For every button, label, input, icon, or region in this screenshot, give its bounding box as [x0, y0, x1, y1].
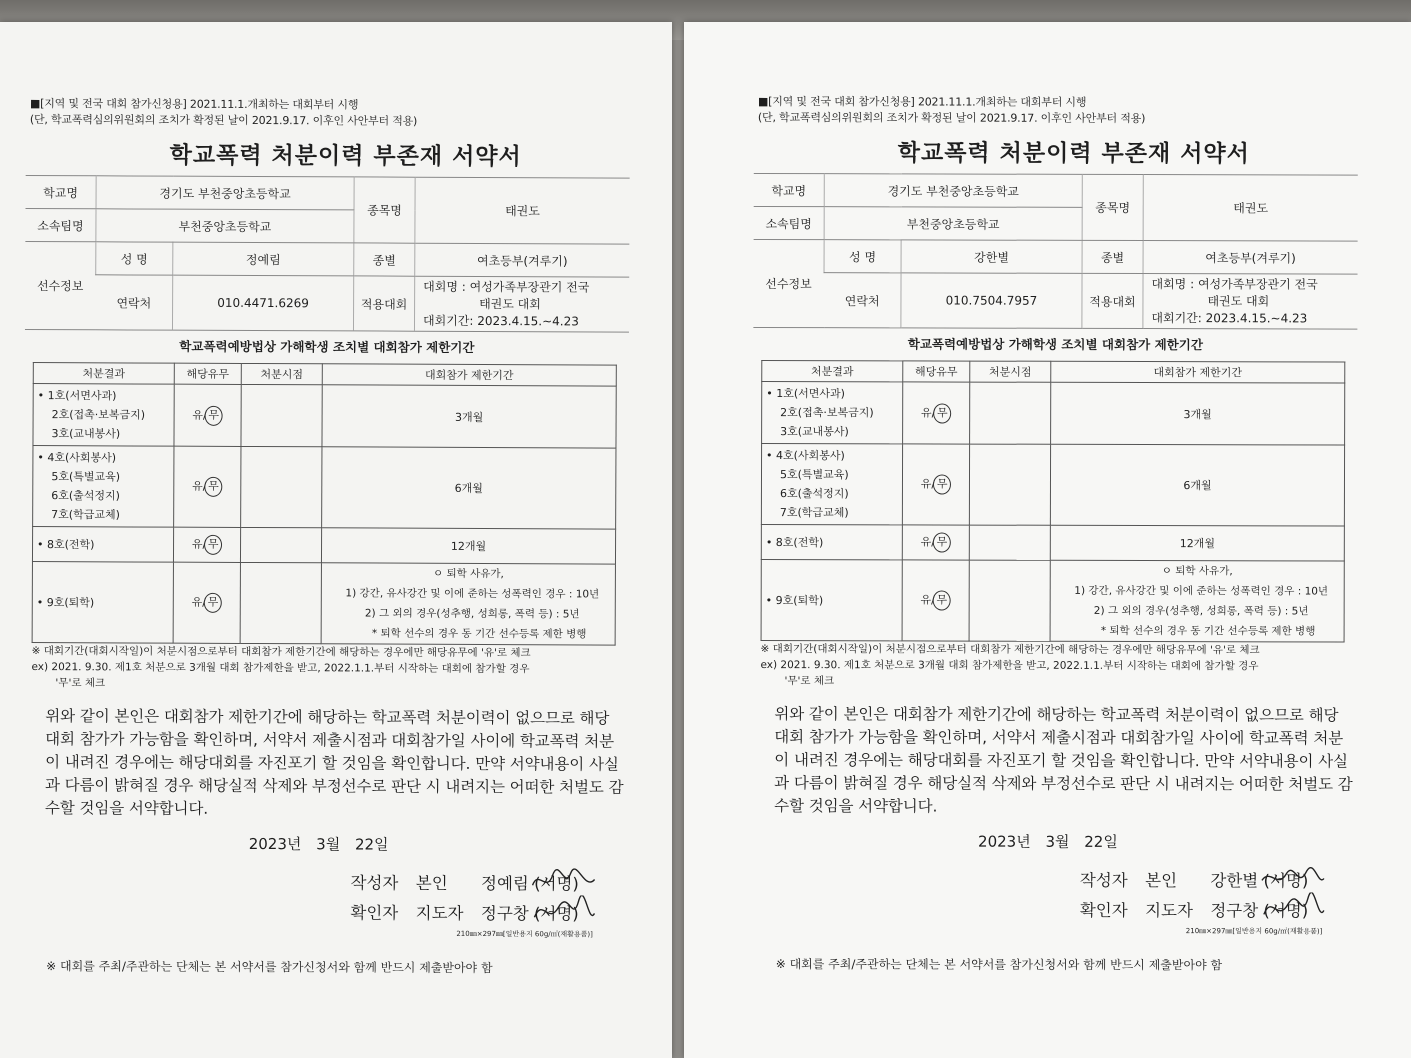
paper-spec: 210㎜×297㎜[일반용지 60g/㎡(재활용품)] — [456, 929, 593, 939]
signature-scribble-icon — [1257, 892, 1327, 924]
col-applicable: 해당유무 — [903, 361, 970, 382]
code-item: • 4호(사회봉사) — [766, 449, 845, 463]
self-label: 본인 — [1145, 871, 1178, 891]
row-codes — [32, 562, 173, 644]
note-2: ex) 2021. 9.30. 제1호 처분으로 3개월 대회 참가제한을 받고, 2022.1.1.부터 시작하는 대회에 참가할 경우 — [760, 659, 1259, 673]
contact-label: 연락처 — [824, 273, 901, 328]
penalty-date — [240, 562, 321, 643]
table-row — [761, 560, 1344, 643]
yes-option: 유/ — [192, 479, 207, 493]
restriction-period: 12개월 — [1050, 525, 1344, 561]
confirmer-line — [1080, 896, 1392, 927]
expulsion-remarks — [321, 563, 615, 645]
applied-meet-label: 적용대회 — [353, 276, 414, 331]
row-codes — [32, 527, 173, 563]
coach-signature — [1263, 896, 1308, 926]
applied-meet-value — [1143, 274, 1358, 330]
signature-scribble-icon — [1257, 862, 1327, 894]
remark-line: 1) 강간, 유사강간 및 이에 준하는 성폭력인 경우 : 10년 — [345, 587, 600, 601]
writer-line — [1080, 866, 1392, 897]
name-label: 성 명 — [824, 240, 901, 273]
team-label: 소속팀명 — [25, 208, 96, 241]
paper-spec: 210㎜×297㎜[일반용지 60g/㎡(재활용품)] — [1185, 927, 1323, 936]
header-line-1: ■[지역 및 전국 대회 참가신청용] 2021.11.1.개최하는 대회부터 시행 — [29, 97, 359, 112]
header-line-1: ■[지역 및 전국 대회 참가신청용] 2021.11.1.개최하는 대회부터 시행 — [757, 95, 1087, 109]
penalty-date — [240, 527, 321, 562]
header-line-2: (단, 학교폭력심의위원회의 조치가 확정된 날이 2021.9.17. 이후인 사안부터 적용) — [757, 111, 1146, 126]
code-item: • 8호(전학) — [37, 537, 95, 551]
code-item: 5호(특별교육) — [779, 468, 849, 482]
note-2: ex) 2021. 9.30. 제1호 처분으로 3개월 대회 참가제한을 받고, 2022.1.1.부터 시작하는 대회에 참가할 경우 — [31, 661, 530, 676]
event-label: 종목명 — [354, 177, 415, 243]
signature-scribble-icon — [528, 895, 598, 927]
confirmer-label: 확인자 — [350, 903, 399, 923]
contact-value: 010.7504.7957 — [901, 273, 1082, 328]
seal-mark: (서명) — [1263, 871, 1309, 891]
code-item: • 9호(퇴학) — [765, 593, 824, 607]
penalty-table — [32, 362, 617, 646]
row-codes — [761, 525, 902, 560]
meet-period: 대회기간: 2023.4.15.~4.23 — [1151, 310, 1308, 325]
team-value: 부천중앙초등학교 — [824, 207, 1082, 241]
code-item: • 9호(퇴학) — [36, 595, 95, 609]
coach-label: 지도자 — [415, 903, 464, 923]
remark-line: ㅇ 퇴학 사유가, — [432, 567, 504, 581]
coach-label: 지도자 — [1145, 901, 1193, 921]
info-table — [25, 175, 630, 333]
col-period: 대회참가 제한기간 — [322, 364, 616, 386]
col-result: 처분결과 — [762, 361, 903, 382]
restriction-subtitle: 학교폭력예방법상 가해학생 조치별 대회참가 제한기간 — [907, 336, 1203, 353]
col-applicable: 해당유무 — [174, 363, 241, 384]
name-value: 정예림 — [173, 242, 354, 276]
code-item: 5호(특별교육) — [51, 470, 121, 484]
penalty-date — [969, 560, 1050, 641]
col-date: 처분시점 — [970, 361, 1051, 382]
school-label: 학교명 — [26, 175, 97, 208]
team-label: 소속팀명 — [754, 206, 825, 239]
table-row — [761, 444, 1344, 527]
header-line-2: (단, 학교폭력심의위원회의 조치가 확정된 날이 2021.9.17. 이후인 사안부터 적용) — [29, 113, 418, 128]
row-codes — [33, 446, 174, 528]
applied-meet-value — [414, 276, 629, 332]
pledge-text: 위와 같이 본인은 대회참가 제한기간에 해당하는 학교폭력 처분이력이 없으므로 해당 대회 참가가 가능함을 확인하며, 서약서 제출시점과 대회참가일 사이에 학교폭력 처분이 내려진 경우에는 해당대회를 자진포기 할 것임을 확인합니다. 만약 서약내용이 사실과 다름이 밝혀질 경우 해당실적 삭제와 부정선수로 판단 시 내려지는 어떠한 처벌도 감수할 것임을 서약합니다. — [44, 707, 624, 818]
event-label: 종목명 — [1082, 174, 1143, 240]
coach-name: 정구창 — [480, 903, 529, 924]
code-item: • 1호(서면사과) — [37, 389, 117, 403]
pledge-document-right — [684, 22, 1411, 1058]
col-period: 대회참가 제한기간 — [1051, 361, 1345, 383]
col-date: 처분시점 — [241, 363, 322, 384]
applicable-mark — [902, 560, 969, 641]
penalty-date — [970, 382, 1051, 444]
code-item: 6호(출석정지) — [779, 487, 849, 501]
penalty-date — [969, 525, 1050, 560]
pledge-date: 2023년 3월 22일 — [978, 832, 1118, 851]
pledge-document-left — [0, 22, 672, 1058]
penalty-date — [241, 446, 322, 527]
meet-name: 대회명 : 여성가족부장관기 전국 — [1151, 276, 1318, 291]
category-value: 여초등부(겨루기) — [1143, 241, 1358, 275]
restriction-period: 6개월 — [322, 447, 616, 529]
row-codes — [761, 560, 902, 641]
school-value: 경기도 부천중앙초등학교 — [96, 176, 354, 210]
remark-line: * 퇴학 선수의 경우 동 기간 선수등록 제한 병행 — [1100, 624, 1316, 638]
no-option-circled: 무 — [933, 590, 951, 610]
category-label: 종별 — [1082, 240, 1143, 273]
no-option-circled: 무 — [204, 593, 222, 613]
restriction-period: 3개월 — [1051, 382, 1345, 445]
remark-line: 2) 그 외의 경우(성추행, 성희롱, 폭력 등) : 5년 — [364, 607, 580, 621]
yes-option: 유/ — [920, 535, 936, 549]
code-item: • 8호(전학) — [765, 535, 824, 549]
writer-line — [351, 868, 663, 899]
yes-option: 유/ — [920, 593, 935, 607]
event-value: 태권도 — [415, 177, 630, 244]
code-item: • 4호(사회봉사) — [37, 451, 117, 465]
meet-name-cont: 태권도 대회 — [479, 296, 541, 311]
yes-option: 유/ — [920, 405, 936, 419]
self-label: 본인 — [415, 873, 448, 893]
document-title: 학교폭력 처분이력 부존재 서약서 — [169, 142, 522, 171]
seal-mark: (서명) — [534, 874, 579, 894]
contact-value: 010.4471.6269 — [172, 275, 353, 331]
document-content — [751, 94, 1394, 1058]
table-row — [32, 527, 615, 565]
applicable-mark — [174, 446, 241, 527]
name-value: 강한별 — [901, 240, 1082, 273]
contact-label: 연락처 — [95, 275, 172, 330]
meet-period: 대회기간: 2023.4.15.~4.23 — [422, 313, 579, 328]
yes-option: 유/ — [192, 408, 207, 422]
writer-name: 정예림 — [481, 873, 529, 894]
document-content — [22, 96, 666, 1058]
remark-line: 2) 그 외의 경우(성추행, 성희롱, 폭력 등) : 5년 — [1093, 604, 1309, 618]
writer-label: 작성자 — [1079, 870, 1128, 890]
yes-option: 유/ — [191, 537, 207, 551]
table-row — [33, 384, 616, 449]
remark-line: ㅇ 퇴학 사유가, — [1161, 565, 1233, 578]
no-option-circled: 무 — [933, 403, 951, 423]
school-label: 학교명 — [754, 173, 825, 206]
applicable-mark — [902, 444, 969, 525]
no-option-circled: 무 — [933, 474, 951, 494]
coach-signature — [534, 899, 579, 929]
restriction-subtitle: 학교폭력예방법상 가해학생 조치별 대회참가 제한기간 — [179, 338, 475, 355]
code-item: 7호(학급교체) — [779, 506, 849, 520]
writer-label: 작성자 — [350, 873, 399, 893]
writer-name: 강한별 — [1210, 871, 1259, 891]
code-item: 3호(교내봉사) — [51, 427, 121, 441]
code-item: • 1호(서면사과) — [766, 387, 845, 401]
category-value: 여초등부(겨루기) — [415, 243, 630, 277]
applied-meet-label: 적용대회 — [1082, 273, 1143, 328]
info-table — [753, 173, 1357, 330]
code-item: 2호(접촉·보복금지) — [780, 406, 874, 420]
applicable-mark — [902, 525, 969, 560]
yes-option: 유/ — [920, 477, 936, 491]
code-item: 6호(출석정지) — [51, 489, 121, 503]
penalty-date — [241, 384, 322, 446]
seal-mark: (서명) — [1263, 901, 1309, 921]
expulsion-remarks — [1050, 560, 1344, 642]
row-codes — [33, 384, 174, 447]
meet-name: 대회명 : 여성가족부장관기 전국 — [423, 279, 590, 294]
table-row — [33, 446, 616, 530]
restriction-period: 6개월 — [1050, 444, 1344, 526]
seal-mark: (서명) — [533, 904, 579, 924]
coach-name: 정구창 — [1210, 901, 1259, 921]
yes-option: 유/ — [191, 595, 206, 609]
code-item: 3호(교내봉사) — [780, 425, 849, 439]
meet-name-cont: 태권도 대회 — [1207, 293, 1270, 308]
row-codes — [761, 444, 902, 525]
event-value: 태권도 — [1143, 175, 1358, 242]
pledge-text: 위와 같이 본인은 대회참가 제한기간에 해당하는 학교폭력 처분이력이 없으므로 해당 대회 참가가 가능함을 확인하며, 서약서 제출시점과 대회참가일 사이에 학교폭력 처분이 내려진 경우에는 해당대회를 자진포기 할 것임을 확인합니다. 만약 서약내용이 사실과 다름이 밝혀질 경우 해당실적 삭제와 부정선수로 판단 시 내려지는 어떠한 처벌도 감수할 것임을 서약합니다. — [774, 705, 1353, 816]
code-item: 2호(접촉·보복금지) — [51, 408, 146, 422]
signature-block — [350, 868, 662, 929]
restriction-period: 12개월 — [321, 528, 615, 564]
no-option-circled: 무 — [205, 405, 223, 425]
no-option-circled: 무 — [204, 535, 222, 555]
note-1: ※ 대회기간(대회시작일)이 처분시점으로부터 대회참가 제한기간에 해당하는 경우에만 해당유무에 '유'로 체크 — [31, 645, 531, 660]
applicable-mark — [174, 384, 241, 446]
player-info-label: 선수정보 — [753, 239, 824, 327]
confirmer-line — [350, 898, 662, 929]
restriction-period: 3개월 — [322, 385, 616, 448]
note-3: '무'로 체크 — [55, 677, 106, 690]
no-option-circled: 무 — [933, 532, 951, 552]
category-label: 종별 — [354, 243, 415, 276]
confirmer-label: 확인자 — [1079, 900, 1128, 920]
table-row — [32, 562, 615, 646]
pledge-date: 2023년 3월 22일 — [248, 834, 389, 854]
applicable-mark — [173, 527, 240, 562]
document-title: 학교폭력 처분이력 부존재 서약서 — [897, 140, 1250, 168]
footer-note: ※ 대회를 주최/주관하는 단체는 본 서약서를 참가신청서와 함께 반드시 제출받아야 함 — [775, 957, 1223, 973]
school-value: 경기도 부천중앙초등학교 — [824, 174, 1082, 208]
footer-note: ※ 대회를 주최/주관하는 단체는 본 서약서를 참가신청서와 함께 반드시 제출받아야 함 — [46, 959, 493, 976]
table-row — [761, 525, 1344, 562]
code-item: 7호(학급교체) — [51, 508, 120, 522]
remark-line: 1) 강간, 유사강간 및 이에 준하는 성폭력인 경우 : 10년 — [1074, 584, 1329, 598]
signature-block — [1080, 866, 1392, 927]
row-codes — [762, 382, 903, 444]
col-result: 처분결과 — [33, 363, 174, 385]
remark-line: * 퇴학 선수의 경우 동 기간 선수등록 제한 병행 — [371, 627, 587, 641]
player-info-label: 선수정보 — [25, 241, 96, 329]
table-row — [762, 382, 1345, 446]
note-1: ※ 대회기간(대회시작일)이 처분시점으로부터 대회참가 제한기간에 해당하는 경우에만 해당유무에 '유'로 체크 — [760, 643, 1260, 657]
applicable-mark — [173, 562, 240, 643]
applicable-mark — [903, 382, 970, 444]
name-label: 성 명 — [96, 242, 173, 275]
penalty-table — [761, 360, 1346, 643]
no-option-circled: 무 — [204, 477, 222, 497]
signature-scribble-icon — [528, 865, 598, 897]
penalty-date — [969, 444, 1050, 525]
note-3: '무'로 체크 — [784, 675, 835, 688]
team-value: 부천중앙초등학교 — [96, 209, 354, 243]
